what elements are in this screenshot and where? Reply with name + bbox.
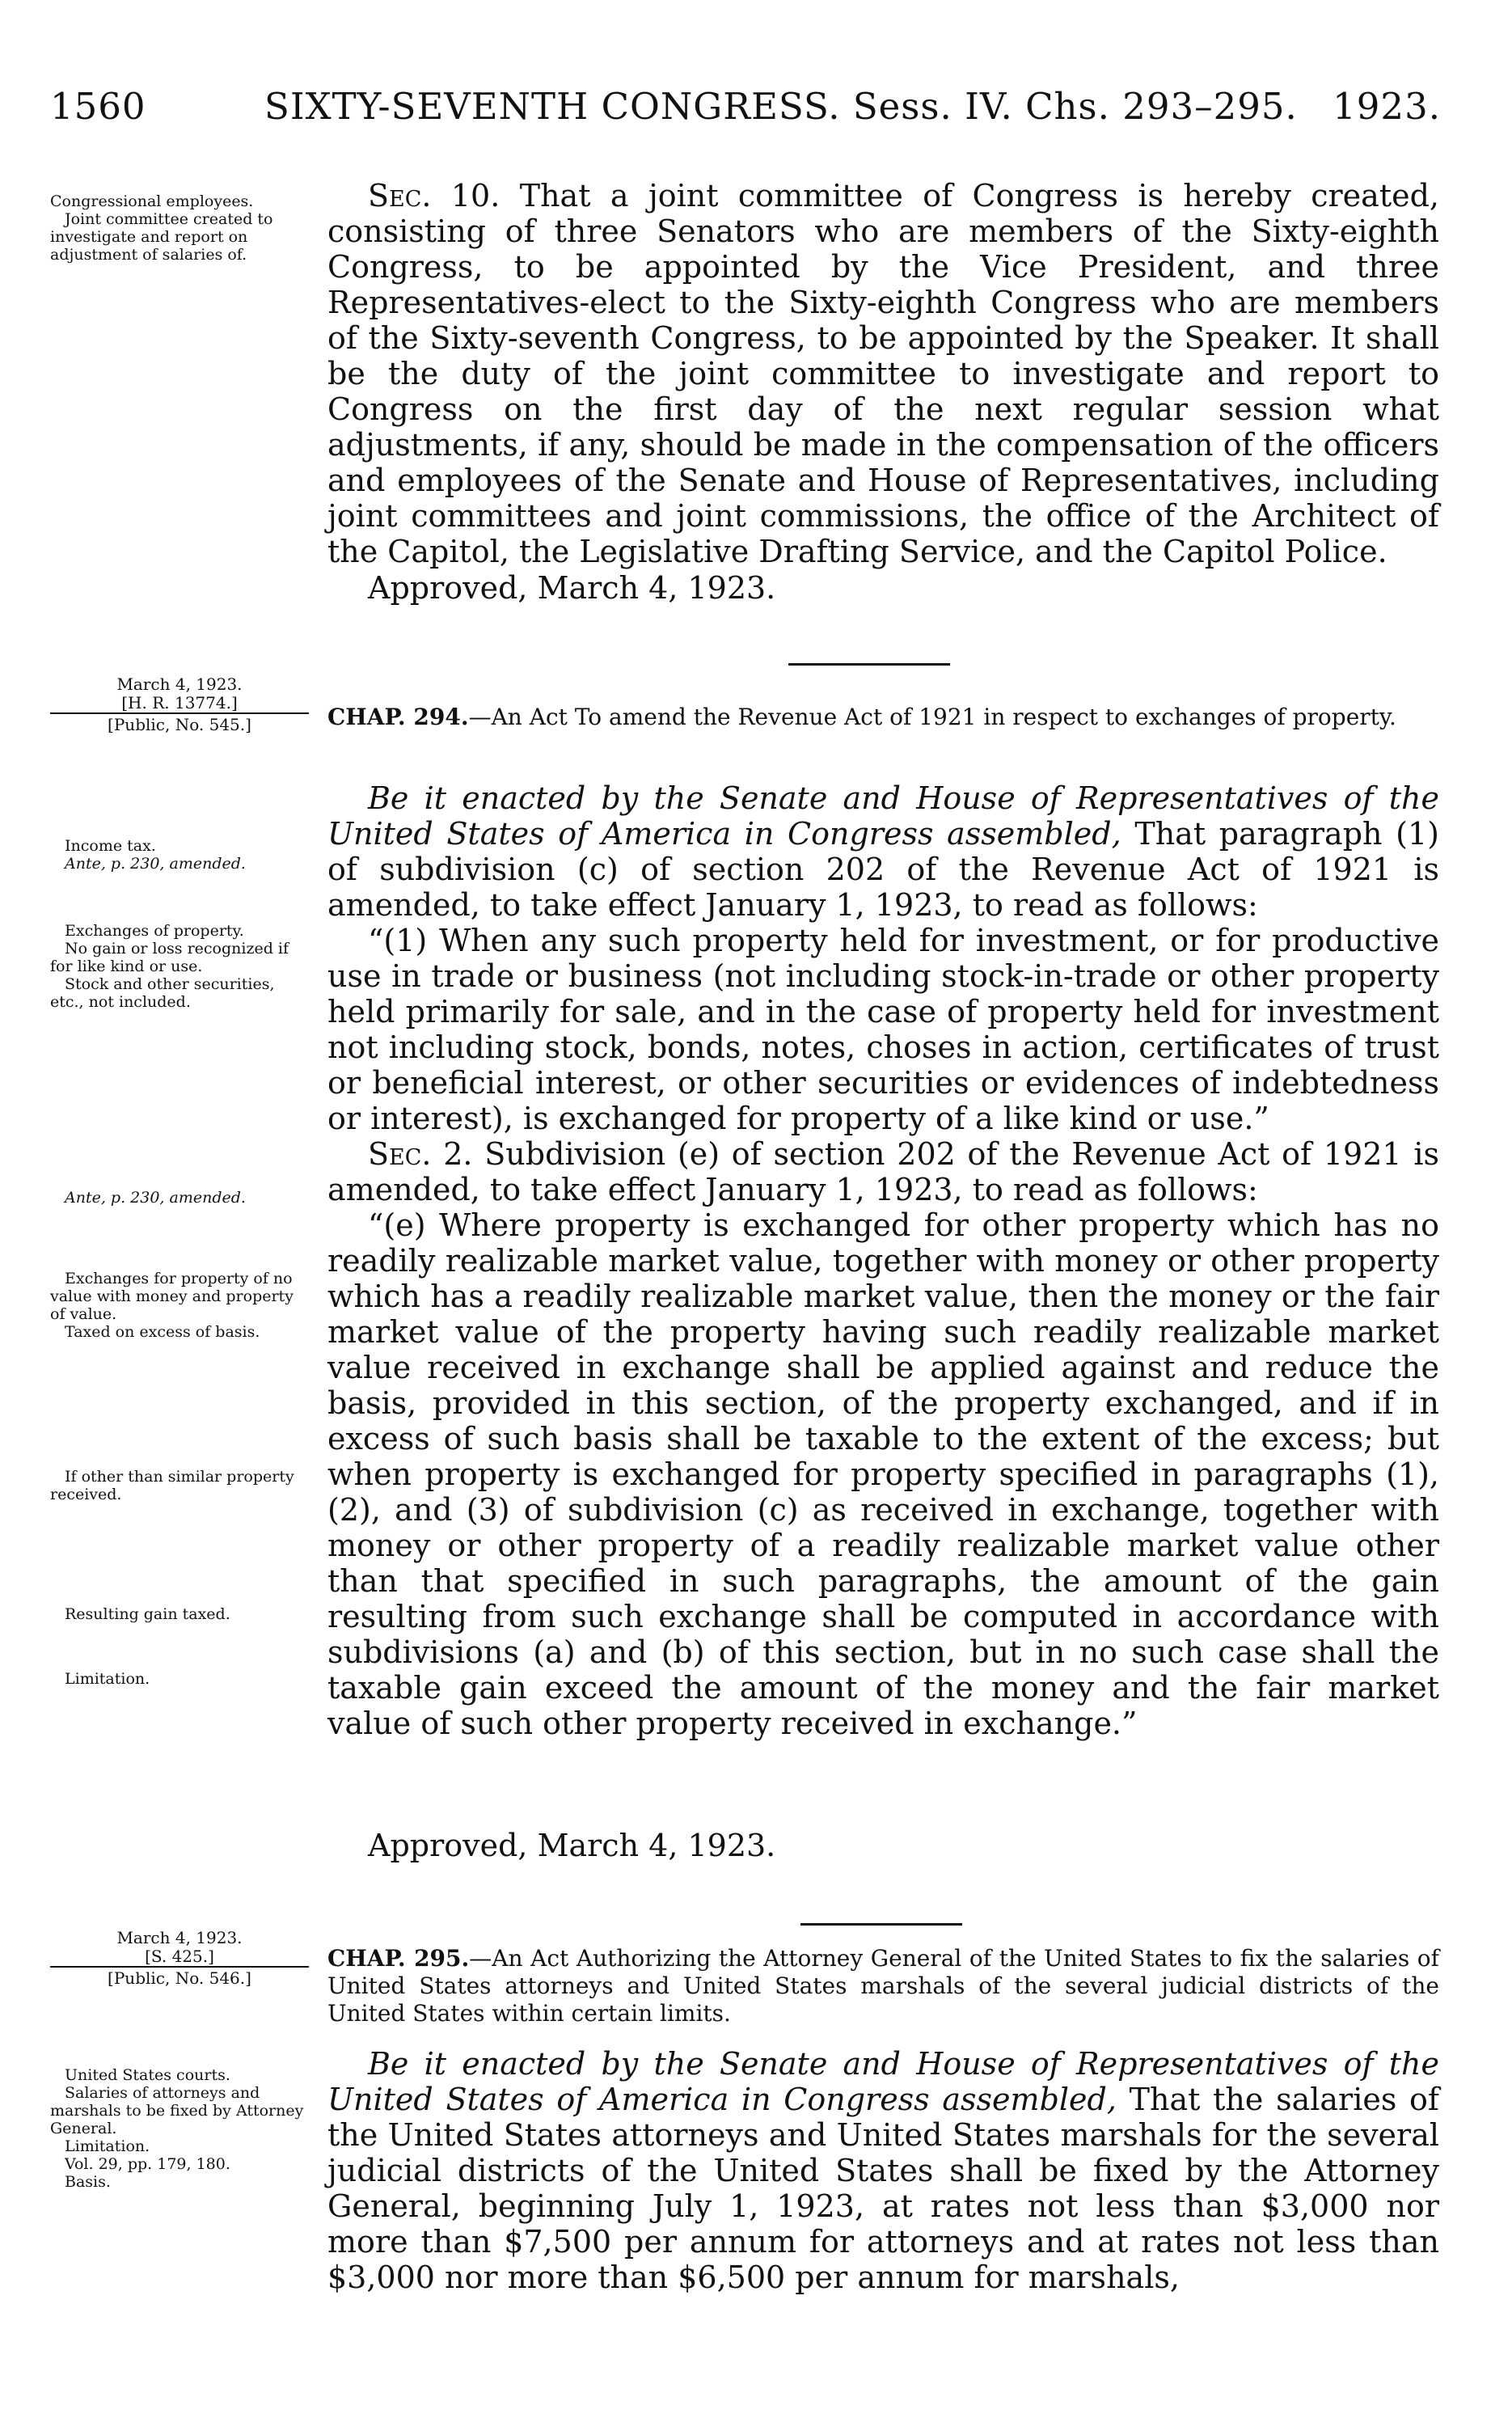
chap295-text <box>327 2046 1439 2295</box>
approved-line: Approved, March 4, 1923. <box>368 570 776 606</box>
chap-label: CHAP. 294. <box>327 704 469 730</box>
margin-note-text: Ante, p. 230, amended. <box>65 855 246 873</box>
sec10-body: That a joint committee of Congress is hereby created, consisting of three Senators who are members of the Sixty-eighth Congress, to be appointed by the Vice President, and three Representatives-elect to the Sixty-eighth Congress who are members of the Sixty-seventh Congress, to be appointed by the Speaker. It shall be the duty of the joint committee to investigate and report to Congress on the first day of the next regular session what adjustments, if any, should be made in the compensation of the officers and employees of the Senate and House of Representatives, including joint committees and joint commissions, the office of the Architect of the Capitol, the Legislative Drafting Service, and the Capitol Police. <box>327 178 1439 569</box>
side-public: [Public, No. 546.] <box>50 1966 309 1988</box>
chap295-title <box>327 1945 1439 2027</box>
margin-note-text: Taxed on excess of basis. <box>65 1323 260 1341</box>
chap295-body: That the salaries of the United States attorneys and United States marshals for the several judicial districts of the United States shall be fixed by the Attorney General, beginning July 1, 1923, at rates not less than $3,000 nor more than $7,500 per annum for attorneys and at rates not less than $3,000 nor more than $6,500 per annum for marshals, <box>327 2082 1439 2295</box>
chap294-side-reference <box>50 675 309 734</box>
side-date: March 4, 1923. <box>116 1928 243 1947</box>
margin-note-text: Salaries of attorneys and marshals to be fixed by Attorney General. <box>50 2084 304 2137</box>
page-number: 1560 <box>50 85 146 128</box>
enacting-clause: Be it enacted by the Senate and House of Representatives of the United States of America in Congress assembled, <box>327 780 1439 852</box>
chap-title-text: —An Act To amend the Revenue Act of 1921 in respect to exchanges of property. <box>468 704 1396 730</box>
margin-notes-income-tax <box>50 837 309 873</box>
side-bill: [S. 425.] <box>145 1947 214 1966</box>
running-title: SIXTY-SEVENTH CONGRESS. Sess. IV. Chs. 293–295. <box>264 85 1298 128</box>
margin-notes-exchanges-no-value <box>50 1270 309 1341</box>
sec-label: Sec. 10. <box>368 178 500 213</box>
sec10-text <box>327 178 1439 569</box>
chap-label: CHAP. 295. <box>327 1945 470 1972</box>
margin-note-text: United States courts. <box>65 2066 230 2084</box>
sec2-label: Sec. 2. <box>368 1136 473 1172</box>
quote2: “(e) Where property is exchanged for other property which has no readily realizable market value, together with money or other property which has a readily realizable market value, then the money or the fair market value of the property having such readily realizable market value received in exchange shall be applied against and reduce the basis, provided in this section, of the property exchanged, and if in excess of such basis shall be taxable to the extent of the excess; but when property is exchanged for property specified in paragraphs (1), (2), and (3) of subdivision (c) as received in exchange, together with money or other property of a readily realizable market value other than that specified in such paragraphs, the amount of the gain resulting from such exchange shall be computed in accordance with subdivisions (a) and (b) of this section, but in no such case shall the taxable gain exceed the amount of the money and the fair market value of such other property received in exchange.” <box>327 1207 1439 1741</box>
margin-note-text: Limitation. <box>65 1670 150 1688</box>
margin-notes-limitation <box>50 1670 309 1688</box>
margin-note-text: Ante, p. 230, amended. <box>65 1189 246 1207</box>
sec2-text: Subdivision (e) of section 202 of the Revenue Act of 1921 is amended, to take effect January 1, 1923, to read as follows: <box>327 1136 1439 1207</box>
margin-note-congressional-employees <box>50 192 317 264</box>
margin-note-text: Joint committee created to investigate and report on adjustment of salaries of. <box>50 210 273 264</box>
chap294-text <box>327 780 1439 1741</box>
margin-note-text: If other than similar property received. <box>50 1468 294 1503</box>
margin-note-text: Stock and other securities, etc., not included. <box>50 975 275 1011</box>
chap295-side-reference <box>50 1929 309 1988</box>
margin-note-text: Vol. 29, pp. 179, 180. <box>65 2155 230 2173</box>
side-bill: [H. R. 13774.] <box>121 693 238 712</box>
margin-note-text: Resulting gain taxed. <box>65 1605 230 1623</box>
approved-line: Approved, March 4, 1923. <box>368 1828 776 1863</box>
margin-notes-if-other <box>50 1468 309 1503</box>
margin-note-text: Exchanges of property. <box>65 922 244 940</box>
margin-note-text: No gain or loss recognized if for like kind or use. <box>50 940 289 975</box>
section-divider <box>788 663 950 666</box>
margin-note-text: Congressional employees. <box>50 192 254 210</box>
header-year: 1923. <box>1333 85 1441 128</box>
page-header <box>50 85 1441 133</box>
margin-note-text: Exchanges for property of no value with money and property of value. <box>50 1270 294 1323</box>
margin-note-text: Basis. <box>65 2173 111 2191</box>
margin-notes-sec2 <box>50 1189 309 1207</box>
enacting-clause: Be it enacted by the Senate and House of Representatives of the United States of America in Congress assembled, <box>327 2046 1439 2117</box>
side-public: [Public, No. 545.] <box>50 712 309 734</box>
quote1: “(1) When any such property held for investment, or for productive use in trade or business (not including stock-in-trade or other property held primarily for sale, and in the case of property held for investment not including stock, bonds, notes, choses in action, certificates of trust or beneficial interest, or other securities or evidences of indebtedness or interest), is exchanged for property of a like kind or use.” <box>327 923 1439 1136</box>
margin-notes-resulting-gain <box>50 1605 309 1623</box>
side-date: March 4, 1923. <box>116 674 243 694</box>
para1: That paragraph (1) of subdivision (c) of section 202 of the Revenue Act of 1921 is amended, to take effect January 1, 1923, to read as follows: <box>327 816 1439 923</box>
chap294-title <box>327 704 1439 731</box>
margin-notes-chap295 <box>50 2066 309 2191</box>
chap-title-text: —An Act Authorizing the Attorney General of the United States to fix the salaries of United States attorneys and United States marshals of the several judicial districts of the United States within certain limits. <box>327 1945 1439 2027</box>
margin-note-text: Limitation. <box>65 2137 150 2155</box>
margin-note-text: Income tax. <box>65 837 156 855</box>
margin-notes-exchanges <box>50 922 309 1011</box>
section-divider <box>800 1923 962 1926</box>
